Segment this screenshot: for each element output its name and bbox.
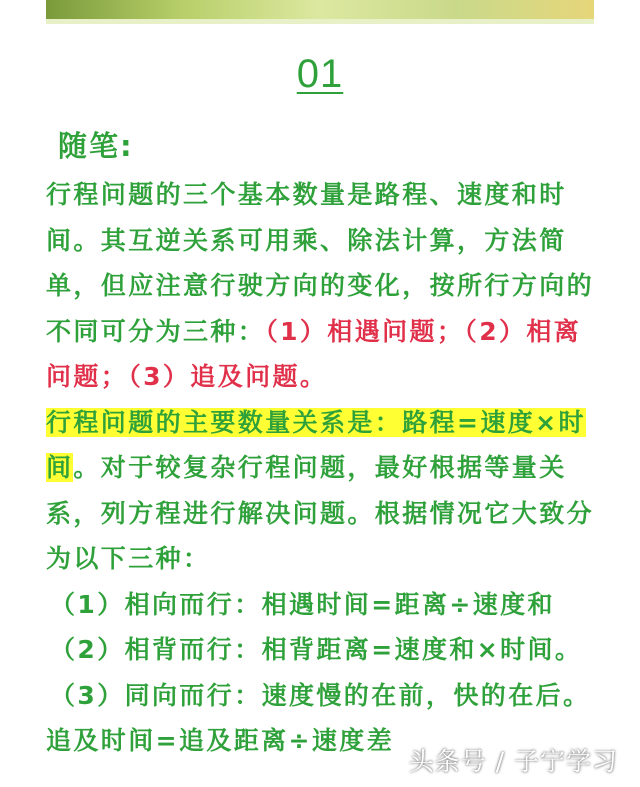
article-content	[46, 172, 602, 764]
section-number-text: 01	[296, 52, 344, 96]
section-number	[0, 52, 640, 97]
list-item: （3）同向而行：速度慢的在前，快的在后。	[50, 680, 591, 710]
intro-text: 行程问题的三个基本数量是路程、速度和时间。其互逆关系可用乘、除法计算，方法简单，但应注意行驶方向的变化，按所行方向的不同可分为三种：	[46, 180, 595, 346]
banner-strip	[46, 19, 594, 24]
list-item: （1）相向而行：相遇时间=距离÷速度和	[50, 589, 555, 619]
paragraph-intro	[46, 172, 602, 400]
heading-notes: 随笔:	[58, 129, 134, 163]
intro-categories: （1）相遇问题；（2）相离问题；（3）追及问题。	[46, 316, 582, 391]
relation-text: 。对于较复杂行程问题，最好根据等量关系，列方程进行解决问题。根据情况它大致分为以下三种：	[46, 453, 595, 573]
paragraph-relation	[46, 400, 602, 582]
top-banner-image	[46, 0, 594, 24]
watermark: 头条号 / 子宁学习	[408, 747, 618, 776]
highlighted-formula: 行程问题的主要数量关系是：路程=速度×时间	[46, 407, 586, 482]
list-item: （2）相背而行：相背距离=速度和×时间。	[50, 635, 583, 664]
closing-formula: 追及时间=追及距离÷速度差	[46, 726, 395, 755]
